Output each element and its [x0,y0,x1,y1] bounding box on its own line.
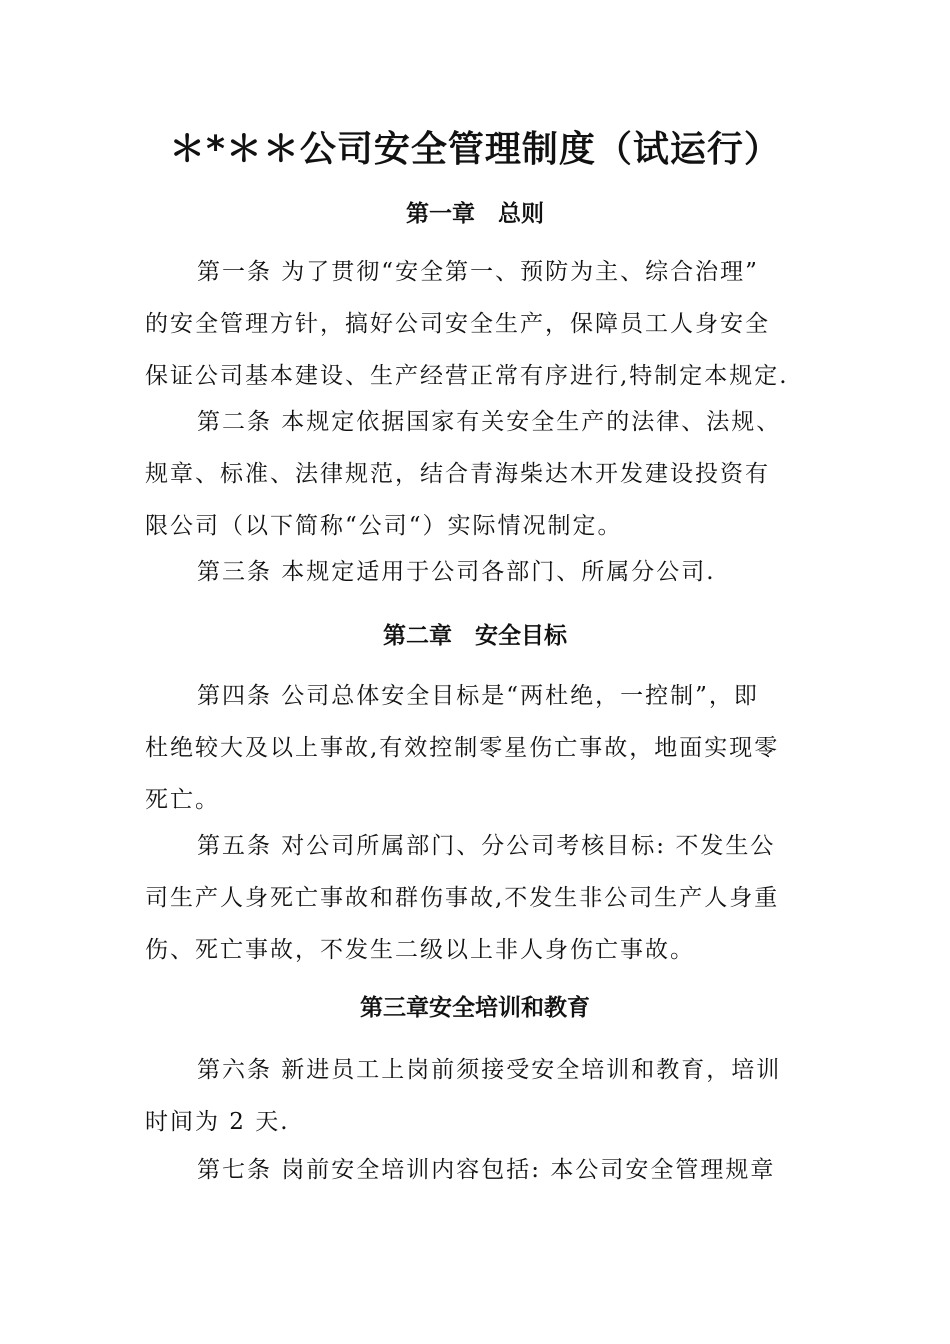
article-line: 司生产人身死亡事故和群伤事故,不发生非公司生产人身重 [145,885,780,911]
chapter-heading: 第一章 总则 [406,201,544,227]
document-title: ＊*＊＊公司安全管理制度（试运行） [169,129,781,170]
article-3 [145,546,807,598]
article-2 [145,396,807,552]
article-4 [145,670,807,826]
chapter-heading: 第二章 安全目标 [383,623,567,649]
article-line: 第四条 公司总体安全目标是“两杜绝，一控制”，即 [197,683,759,709]
article-line: 保证公司基本建设、生产经营正常有序进行,特制定本规定. [145,363,789,389]
article-line: 第三条 本规定适用于公司各部门、所属分公司. [197,559,716,585]
article-line: 死亡。 [145,787,220,813]
article-5 [145,820,807,976]
article-line: 杜绝较大及以上事故,有效控制零星伤亡事故，地面实现零 [145,735,780,761]
article-line: 第六条 新进员工上岗前须接受安全培训和教育，培训 [197,1057,782,1083]
article-line: 时间为 2 天. [145,1109,290,1135]
article-7 [145,1144,807,1196]
article-6 [145,1044,807,1148]
article-line: 规章、标准、法律规范，结合青海柴达木开发建设投资有 [145,461,770,487]
article-line: 第七条 岗前安全培训内容包括: 本公司安全管理规章 [197,1157,776,1183]
article-line: 限公司（以下简称“公司“）实际情况制定。 [145,513,623,539]
article-line: 第五条 对公司所属部门、分公司考核目标: 不发生公 [197,833,776,859]
article-line: 的安全管理方针，搞好公司安全生产，保障员工人身安全 [145,311,770,337]
chapter-heading: 第三章安全培训和教育 [360,995,590,1021]
article-line: 第二条 本规定依据国家有关安全生产的法律、法规、 [197,409,782,435]
article-line: 第一条 为了贯彻“安全第一、预防为主、综合治理” [197,259,759,285]
article-1 [145,246,807,402]
article-line: 伤、死亡事故，不发生二级以上非人身伤亡事故。 [145,937,695,963]
